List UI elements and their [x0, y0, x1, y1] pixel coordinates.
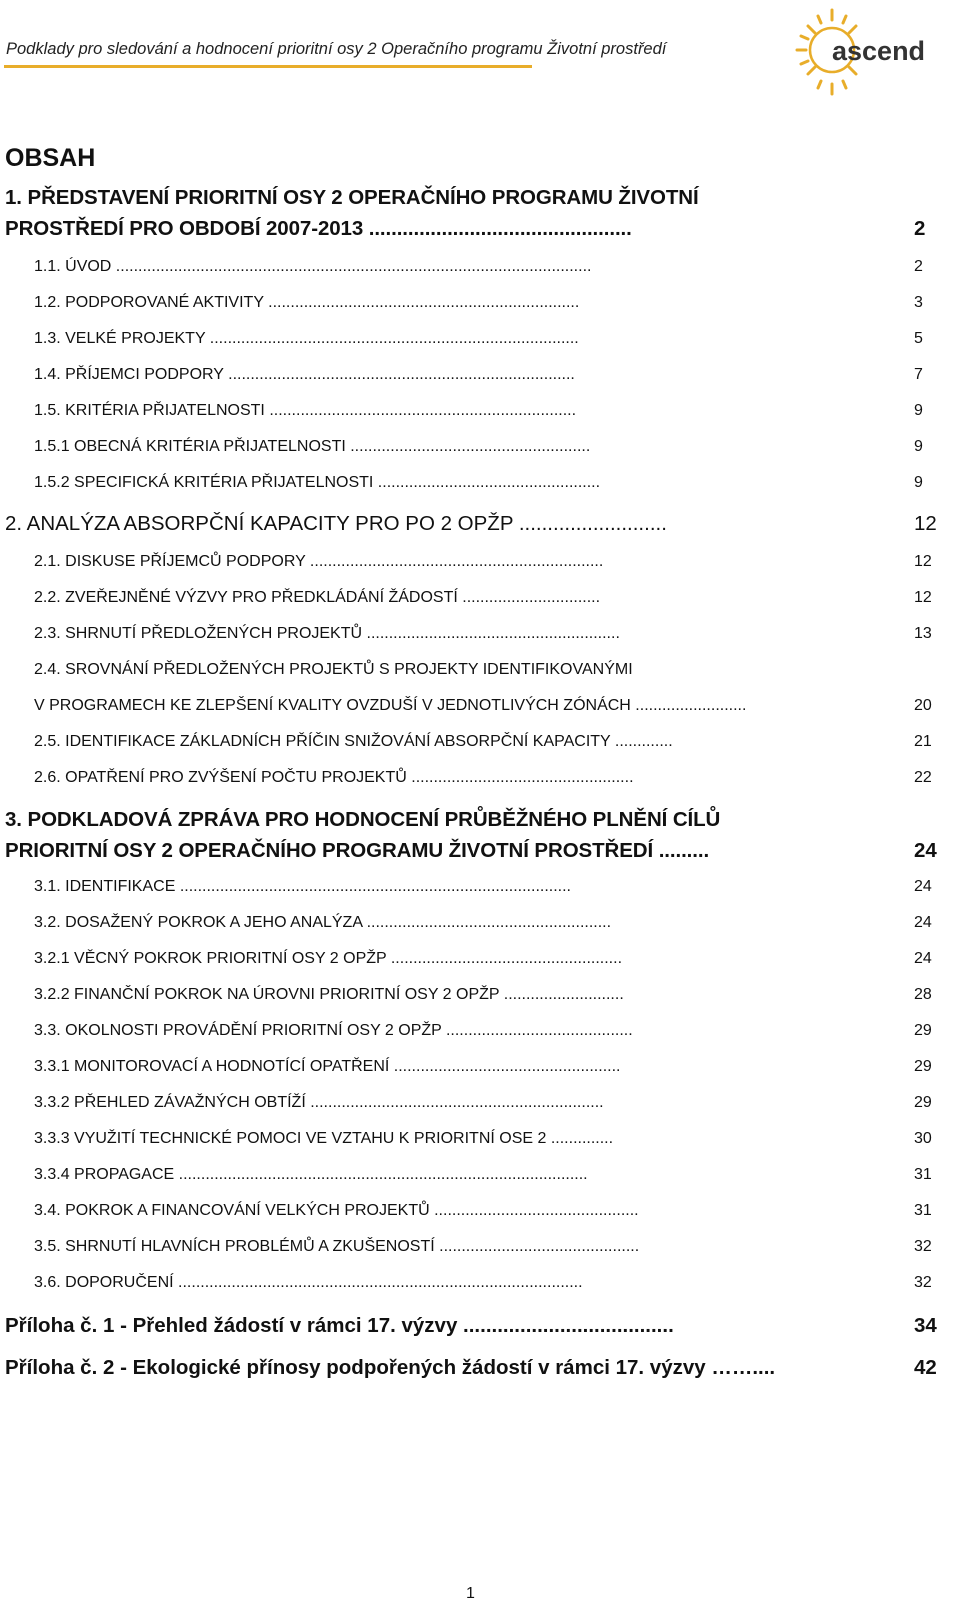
toc-entry-page: 24 — [914, 878, 932, 895]
toc-entry-page: 28 — [914, 986, 932, 1003]
toc-entry-title: 3.3. OKOLNOSTI PROVÁDĚNÍ PRIORITNÍ OSY 2 OPŽP .......................................... — [34, 1022, 633, 1039]
toc-entry-page: 24 — [914, 839, 937, 862]
toc-entry-page: 24 — [914, 950, 932, 967]
toc-entry-title: Příloha č. 1 - Přehled žádostí v rámci 17. výzvy ..................................... — [5, 1314, 674, 1337]
toc-entry-title: V PROGRAMECH KE ZLEPŠENÍ KVALITY OVZDUŠÍ V JEDNOTLIVÝCH ZÓNÁCH ......................... — [34, 697, 747, 714]
toc-entry-page: 42 — [914, 1356, 937, 1379]
toc-entry-title: 3.3.1 MONITOROVACÍ A HODNOTÍCÍ OPATŘENÍ ................................................... — [34, 1058, 621, 1075]
toc-entry-page: 22 — [914, 769, 932, 786]
toc-entry-page: 32 — [914, 1238, 932, 1255]
toc-entry-page: 30 — [914, 1130, 932, 1147]
toc-entry-page: 9 — [914, 438, 923, 455]
header-rule — [4, 65, 532, 68]
toc-entry-page: 3 — [914, 294, 923, 311]
toc-entry-page: 20 — [914, 697, 932, 714]
ascend-logo — [792, 4, 958, 100]
page-number: 1 — [466, 1585, 475, 1602]
toc-entry-page: 12 — [914, 553, 932, 570]
toc-entry-page: 34 — [914, 1314, 937, 1337]
toc-entry-title: 3.2.1 VĚCNÝ POKROK PRIORITNÍ OSY 2 OPŽP .................................................... — [34, 950, 623, 967]
toc-entry-title: 1.4. PŘÍJEMCI PODPORY .............................................................................. — [34, 366, 575, 383]
toc-heading: OBSAH — [5, 144, 96, 172]
toc-entry-title: 2. ANALÝZA ABSORPČNÍ KAPACITY PRO PO 2 OPŽP .......................... — [5, 512, 667, 535]
toc-entry-page: 29 — [914, 1094, 932, 1111]
toc-entry-title: 3.2.2 FINANČNÍ POKROK NA ÚROVNI PRIORITNÍ OSY 2 OPŽP ........................... — [34, 986, 624, 1003]
toc-entry-page: 31 — [914, 1166, 932, 1183]
header-title: Podklady pro sledování a hodnocení prioritní osy 2 Operačního programu Životní prostředí — [6, 40, 667, 58]
toc-entry-page: 2 — [914, 258, 923, 275]
toc-entry-title: 2.5. IDENTIFIKACE ZÁKLADNÍCH PŘÍČIN SNIŽOVÁNÍ ABSORPČNÍ KAPACITY ............. — [34, 733, 673, 750]
toc-entry-title: 3.3.3 VYUŽITÍ TECHNICKÉ POMOCI VE VZTAHU K PRIORITNÍ OSE 2 .............. — [34, 1130, 614, 1147]
toc-entry-title: 1. PŘEDSTAVENÍ PRIORITNÍ OSY 2 OPERAČNÍHO PROGRAMU ŽIVOTNÍ — [5, 186, 699, 209]
toc-entry-title: 2.6. OPATŘENÍ PRO ZVÝŠENÍ POČTU PROJEKTŮ .................................................. — [34, 769, 634, 786]
toc-entry-title: 2.1. DISKUSE PŘÍJEMCŮ PODPORY .................................................................. — [34, 553, 604, 570]
toc-entry-title: 3.1. IDENTIFIKACE ........................................................................................ — [34, 878, 571, 895]
toc-entry-title: 3.3.2 PŘEHLED ZÁVAŽNÝCH OBTÍŽÍ .................................................................. — [34, 1094, 604, 1111]
toc-entry-page: 12 — [914, 512, 937, 535]
toc-entry-title: 3.3.4 PROPAGACE ............................................................................................ — [34, 1166, 588, 1183]
toc-entry-title: 3.5. SHRNUTÍ HLAVNÍCH PROBLÉMŮ A ZKUŠENOSTÍ ............................................. — [34, 1238, 640, 1255]
toc-entry-title: 1.5. KRITÉRIA PŘIJATELNOSTI ..................................................................... — [34, 402, 577, 419]
toc-entry-title: 3.4. POKROK A FINANCOVÁNÍ VELKÝCH PROJEKTŮ .............................................. — [34, 1202, 639, 1219]
toc-entry-page: 13 — [914, 625, 932, 642]
toc-entry-page: 29 — [914, 1022, 932, 1039]
toc-entry-title: 3. PODKLADOVÁ ZPRÁVA PRO HODNOCENÍ PRŮBĚŽNÉHO PLNĚNÍ CÍLŮ — [5, 808, 721, 831]
toc-entry-page: 32 — [914, 1274, 932, 1291]
toc-entry-title: 1.5.1 OBECNÁ KRITÉRIA PŘIJATELNOSTI ...................................................... — [34, 438, 591, 455]
toc-entry-title: 3.2. DOSAŽENÝ POKROK A JEHO ANALÝZA ....................................................... — [34, 914, 612, 931]
toc-entry-page: 2 — [914, 217, 926, 240]
toc-entry-title: 2.2. ZVEŘEJNĚNÉ VÝZVY PRO PŘEDKLÁDÁNÍ ŽÁDOSTÍ ............................... — [34, 589, 601, 606]
toc-entry-title: PROSTŘEDÍ PRO OBDOBÍ 2007-2013 ............................................... — [5, 217, 632, 240]
toc-entry-page: 24 — [914, 914, 932, 931]
toc-entry-title: 1.5.2 SPECIFICKÁ KRITÉRIA PŘIJATELNOSTI .................................................. — [34, 474, 601, 491]
toc-entry-title: 1.2. PODPOROVANÉ AKTIVITY ...................................................................... — [34, 294, 580, 311]
toc-entry-title: 1.3. VELKÉ PROJEKTY ................................................................................... — [34, 330, 579, 347]
toc-entry-page: 31 — [914, 1202, 932, 1219]
toc-entry-page: 29 — [914, 1058, 932, 1075]
logo-wordmark: ascend — [832, 36, 926, 66]
toc-entry-title: Příloha č. 2 - Ekologické přínosy podpořených žádostí v rámci 17. výzvy …….... — [5, 1356, 776, 1379]
toc-entry-page: 12 — [914, 589, 932, 606]
toc-entry-title: 2.3. SHRNUTÍ PŘEDLOŽENÝCH PROJEKTŮ ......................................................... — [34, 625, 620, 642]
toc-entry-title: 1.1. ÚVOD ........................................................................................................... — [34, 258, 592, 275]
toc-entry-page: 21 — [914, 733, 932, 750]
toc-entry-page: 5 — [914, 330, 923, 347]
toc-entry-title: 3.6. DOPORUČENÍ ........................................................................................... — [34, 1274, 583, 1291]
toc-entry-title: PRIORITNÍ OSY 2 OPERAČNÍHO PROGRAMU ŽIVOTNÍ PROSTŘEDÍ ......... — [5, 839, 710, 862]
toc-entry-page: 7 — [914, 366, 923, 383]
toc-entry-title: 2.4. SROVNÁNÍ PŘEDLOŽENÝCH PROJEKTŮ S PROJEKTY IDENTIFIKOVANÝMI — [34, 661, 633, 678]
toc-entry-page: 9 — [914, 474, 923, 491]
toc-entry-page: 9 — [914, 402, 923, 419]
